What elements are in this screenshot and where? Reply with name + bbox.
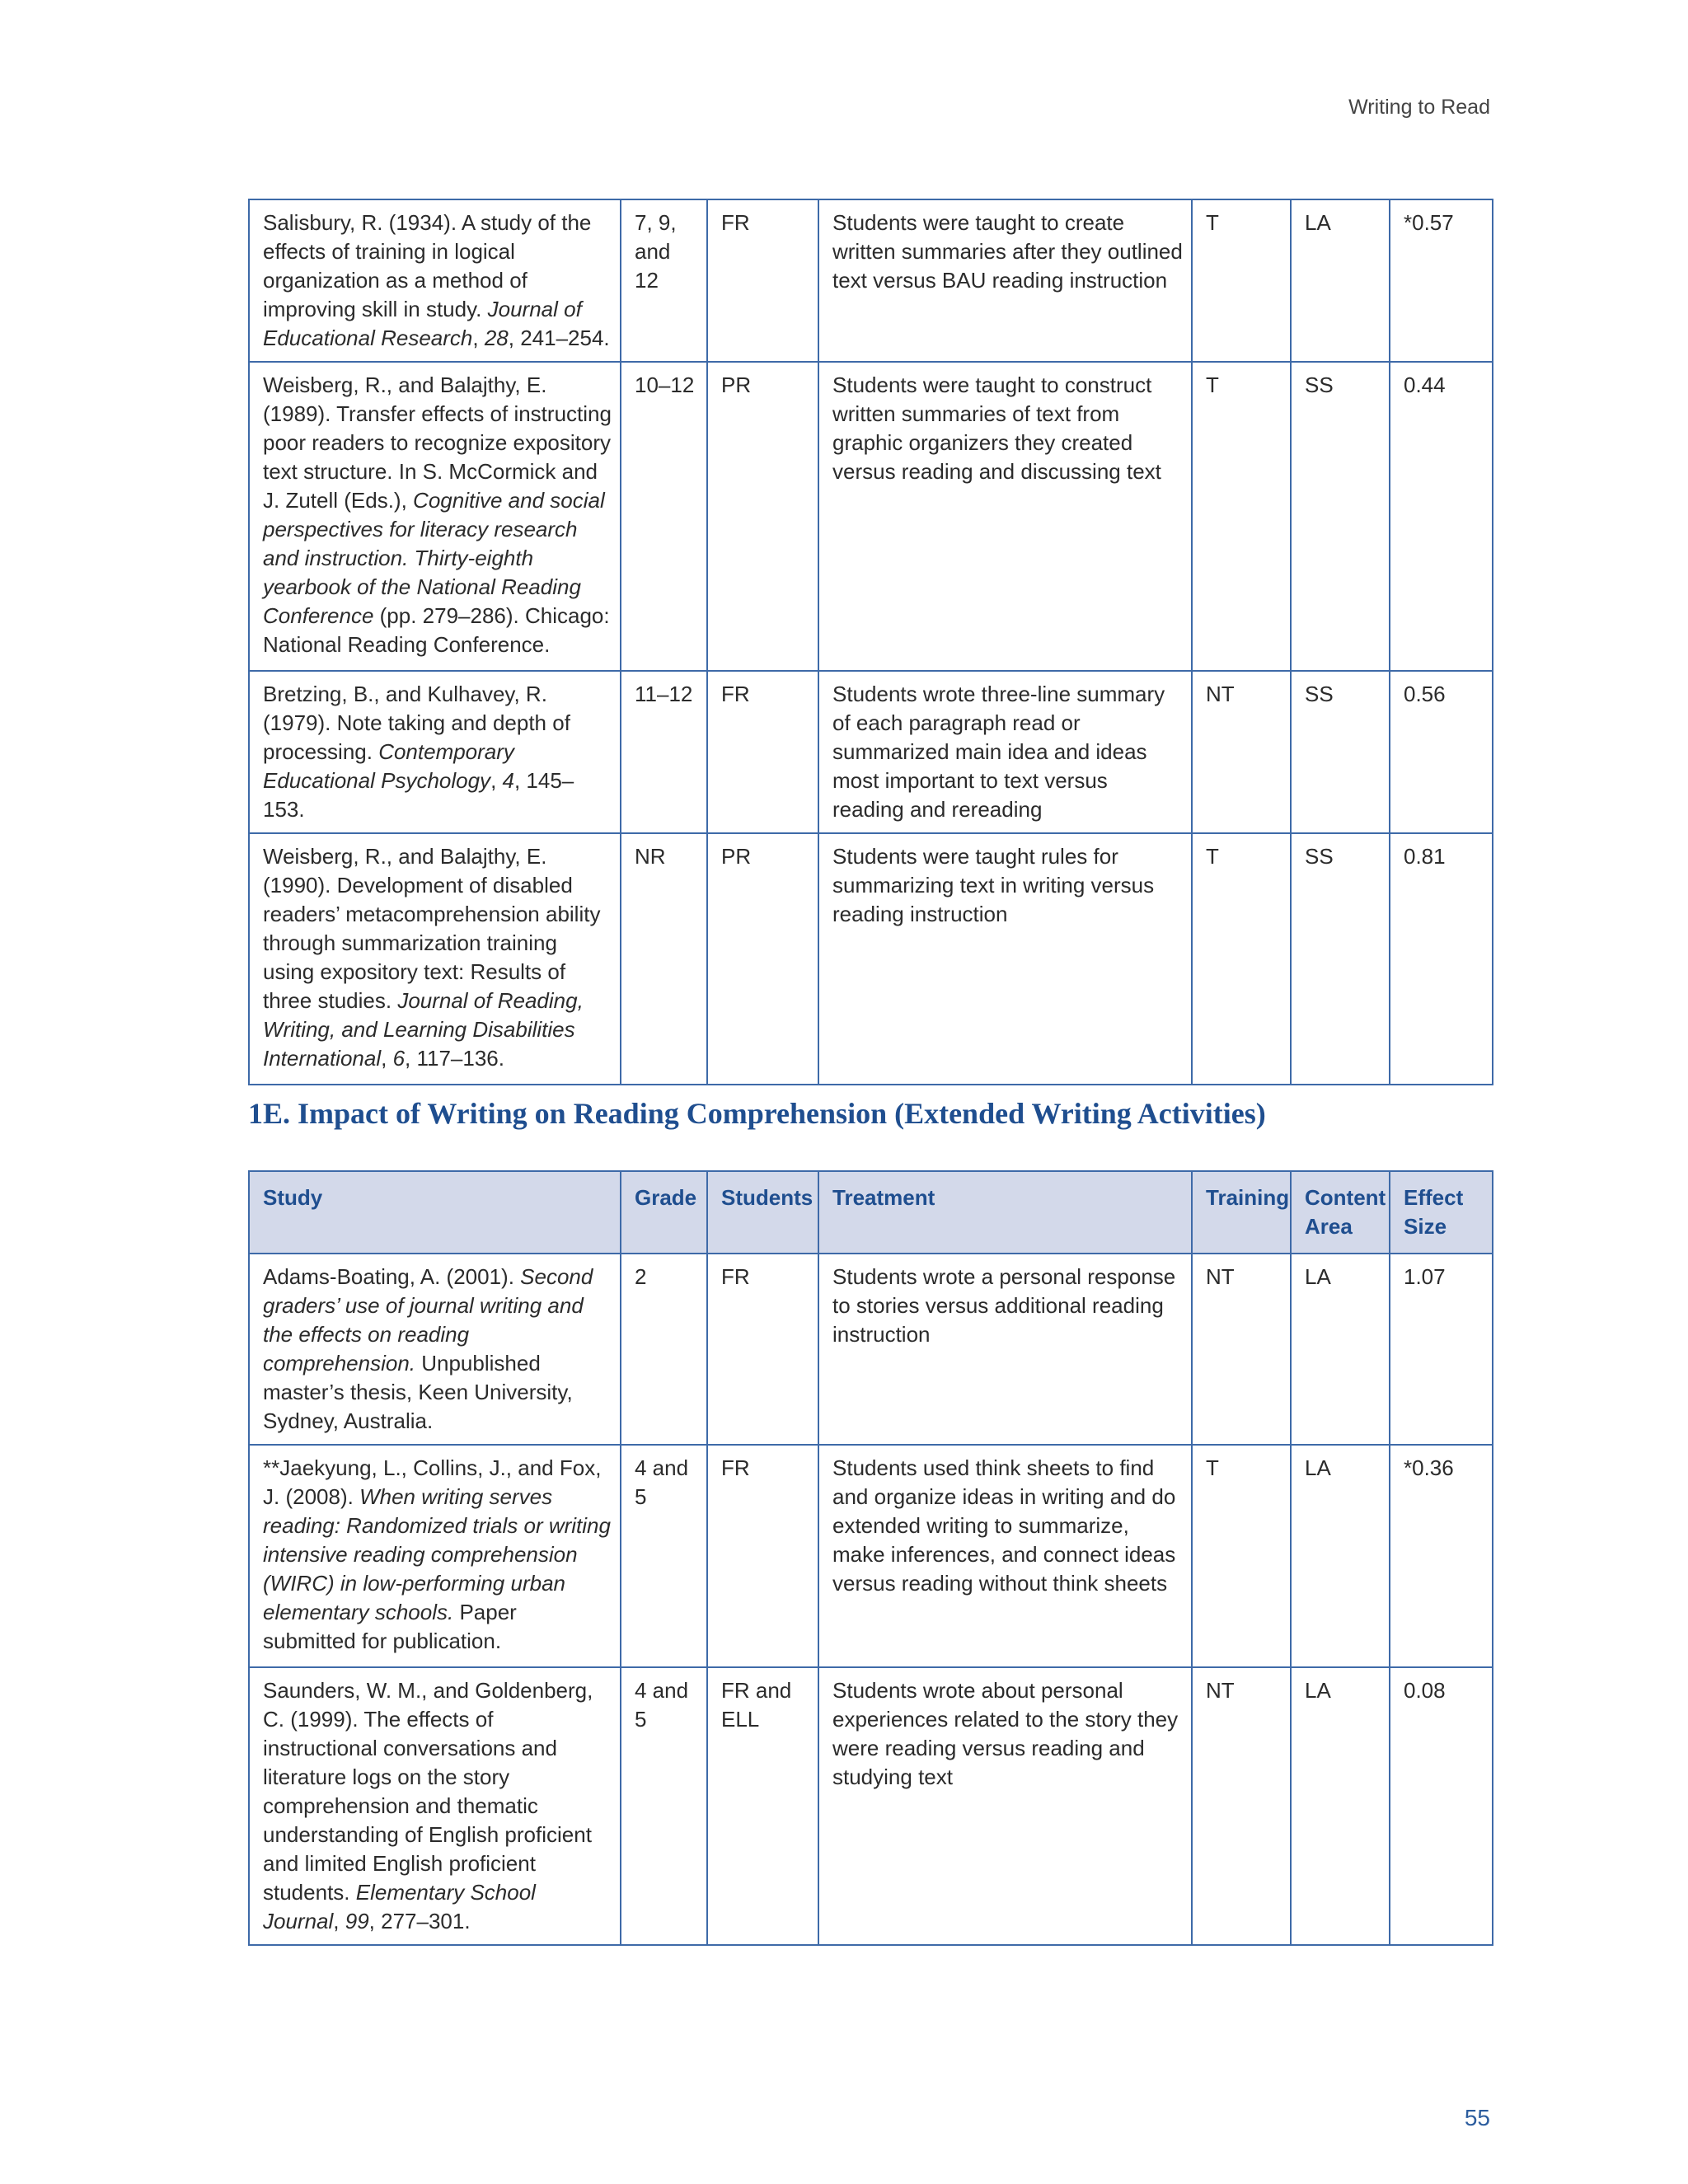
effect-size-cell: 0.08 <box>1390 1667 1493 1945</box>
citation-italic-segment: Journal of Reading, Writing, and Learning Disabilities International <box>263 988 584 1071</box>
treatment-cell: Students wrote a personal response to stories versus additional reading instruction <box>818 1254 1192 1445</box>
training-cell: NT <box>1192 671 1291 833</box>
grade-cell: 11–12 <box>621 671 707 833</box>
content-area-cell: LA <box>1291 1254 1390 1445</box>
grade-cell: 4 and 5 <box>621 1667 707 1945</box>
citation-segment: , 117–136. <box>405 1046 504 1071</box>
students-cell: FR <box>707 199 818 362</box>
running-head: Writing to Read <box>1348 96 1490 119</box>
citation-segment: Unpublished master’s thesis, Keen University, Sydney, Australia. <box>263 1351 573 1433</box>
table-row <box>249 671 1493 833</box>
table-row <box>249 833 1493 1085</box>
citation-segment: , <box>381 1046 393 1071</box>
citation-italic-segment: Cognitive and social perspectives for literacy research and instruction. Thirty-eighth yearbook of the National Reading Conference <box>263 488 605 628</box>
content-area-cell: SS <box>1291 671 1390 833</box>
study-citation <box>249 362 621 671</box>
effect-size-cell: *0.36 <box>1390 1445 1493 1667</box>
content-area-cell: LA <box>1291 199 1390 362</box>
citation-italic-segment: Journal of Educational Research <box>263 297 582 350</box>
grade-cell: 7, 9, and 12 <box>621 199 707 362</box>
effect-size-cell: 0.56 <box>1390 671 1493 833</box>
table-header-row <box>249 1171 1493 1254</box>
table-row <box>249 1254 1493 1445</box>
citation-segment: Salisbury, R. (1934). A study of the effects of training in logical organization as a method of improving skill in study. <box>263 210 592 321</box>
citation-segment: Weisberg, R., and Balajthy, E. (1990). Development of disabled readers’ metacomprehension ability through summarization training using expository text: Results of three studies. <box>263 844 601 1013</box>
header-treatment: Treatment <box>818 1171 1192 1254</box>
header-training: Training <box>1192 1171 1291 1254</box>
citation-segment: Bretzing, B., and Kulhavey, R. (1979). Note taking and depth of processing. <box>263 682 570 764</box>
table-row <box>249 362 1493 671</box>
training-cell: T <box>1192 1445 1291 1667</box>
treatment-cell: Students used think sheets to find and organize ideas in writing and do extended writing to summarize, make inferences, and connect ideas versus reading without think sheets <box>818 1445 1192 1667</box>
table-row <box>249 1445 1493 1667</box>
treatment-cell: Students wrote three-line summary of each paragraph read or summarized main idea and ideas most important to text versus reading and rereading <box>818 671 1192 833</box>
effect-size-cell: *0.57 <box>1390 199 1493 362</box>
citation-italic-segment: Elementary School Journal <box>263 1880 536 1933</box>
citation-segment: , 277–301. <box>368 1909 471 1933</box>
grade-cell: 10–12 <box>621 362 707 671</box>
effect-size-cell: 1.07 <box>1390 1254 1493 1445</box>
students-cell: FR <box>707 1445 818 1667</box>
citation-segment: Adams-Boating, A. (2001). <box>263 1264 521 1289</box>
treatment-cell: Students were taught to construct written summaries of text from graphic organizers they created versus reading and discussing text <box>818 362 1192 671</box>
citation-segment: , 241–254. <box>508 326 610 350</box>
citation-italic-segment: 4 <box>502 768 514 793</box>
citation-italic-segment: 6 <box>392 1046 406 1071</box>
citation-segment: Weisberg, R., and Balajthy, E. (1989). Transfer effects of instructing poor readers to recognize expository text structure. In S. McCormick and J. Zutell (Eds.), <box>263 373 612 513</box>
training-cell: T <box>1192 199 1291 362</box>
citation-italic-segment: Contemporary Educational Psychology <box>263 739 514 793</box>
citation-segment: , <box>472 326 485 350</box>
citation-italic-segment: 28 <box>484 326 509 350</box>
citation-italic-segment: When writing serves reading: Randomized trials or writing intensive reading comprehension (WIRC) in low-performing urban elementary schools. <box>263 1484 611 1624</box>
study-citation <box>249 1445 621 1667</box>
citation-italic-segment: 99 <box>345 1909 369 1933</box>
table-row <box>249 1667 1493 1945</box>
citation-segment: Saunders, W. M., and Goldenberg, C. (1999). The effects of instructional conversations and literature logs on the story comprehension and thematic understanding of English proficient and limited English proficient students. <box>263 1678 593 1905</box>
training-cell: NT <box>1192 1667 1291 1945</box>
grade-cell: 4 and 5 <box>621 1445 707 1667</box>
students-cell: FR and ELL <box>707 1667 818 1945</box>
header-grade: Grade <box>621 1171 707 1254</box>
citation-segment: Paper submitted for publication. <box>263 1600 517 1653</box>
citation-italic-segment: Second graders’ use of journal writing and the effects on reading comprehension. <box>263 1264 593 1376</box>
header-effect-size: Effect Size <box>1390 1171 1493 1254</box>
content-area-cell: SS <box>1291 362 1390 671</box>
training-cell: T <box>1192 833 1291 1085</box>
citation-segment: , 145–153. <box>263 768 574 822</box>
grade-cell: 2 <box>621 1254 707 1445</box>
content-area-cell: LA <box>1291 1445 1390 1667</box>
effect-size-cell: 0.44 <box>1390 362 1493 671</box>
study-citation <box>249 833 621 1085</box>
treatment-cell: Students were taught to create written summaries after they outlined text versus BAU reading instruction <box>818 199 1192 362</box>
header-students: Students <box>707 1171 818 1254</box>
study-citation <box>249 1667 621 1945</box>
page-number: 55 <box>1464 2105 1490 2130</box>
citation-segment: , <box>333 1909 345 1933</box>
study-citation <box>249 1254 621 1445</box>
continued-studies-table <box>248 199 1493 1085</box>
content-area-cell: LA <box>1291 1667 1390 1945</box>
training-cell: NT <box>1192 1254 1291 1445</box>
citation-segment: (pp. 279–286). Chicago: National Reading Conference. <box>263 603 610 657</box>
study-citation <box>249 671 621 833</box>
table-row <box>249 199 1493 362</box>
study-citation <box>249 199 621 362</box>
students-cell: FR <box>707 1254 818 1445</box>
students-cell: PR <box>707 833 818 1085</box>
training-cell: T <box>1192 362 1291 671</box>
header-content-area: Content Area <box>1291 1171 1390 1254</box>
treatment-cell: Students were taught rules for summarizing text in writing versus reading instruction <box>818 833 1192 1085</box>
citation-segment: **Jaekyung, L., Collins, J., and Fox, J. (2008). <box>263 1455 602 1509</box>
extended-writing-studies-table <box>248 1170 1493 1946</box>
content-area-cell: SS <box>1291 833 1390 1085</box>
grade-cell: NR <box>621 833 707 1085</box>
header-study: Study <box>249 1171 621 1254</box>
citation-segment: , <box>490 768 503 793</box>
students-cell: PR <box>707 362 818 671</box>
treatment-cell: Students wrote about personal experiences related to the story they were reading versus reading and studying text <box>818 1667 1192 1945</box>
effect-size-cell: 0.81 <box>1390 833 1493 1085</box>
students-cell: FR <box>707 671 818 833</box>
section-title: 1E. Impact of Writing on Reading Comprehension (Extended Writing Activities) <box>248 1097 1266 1130</box>
